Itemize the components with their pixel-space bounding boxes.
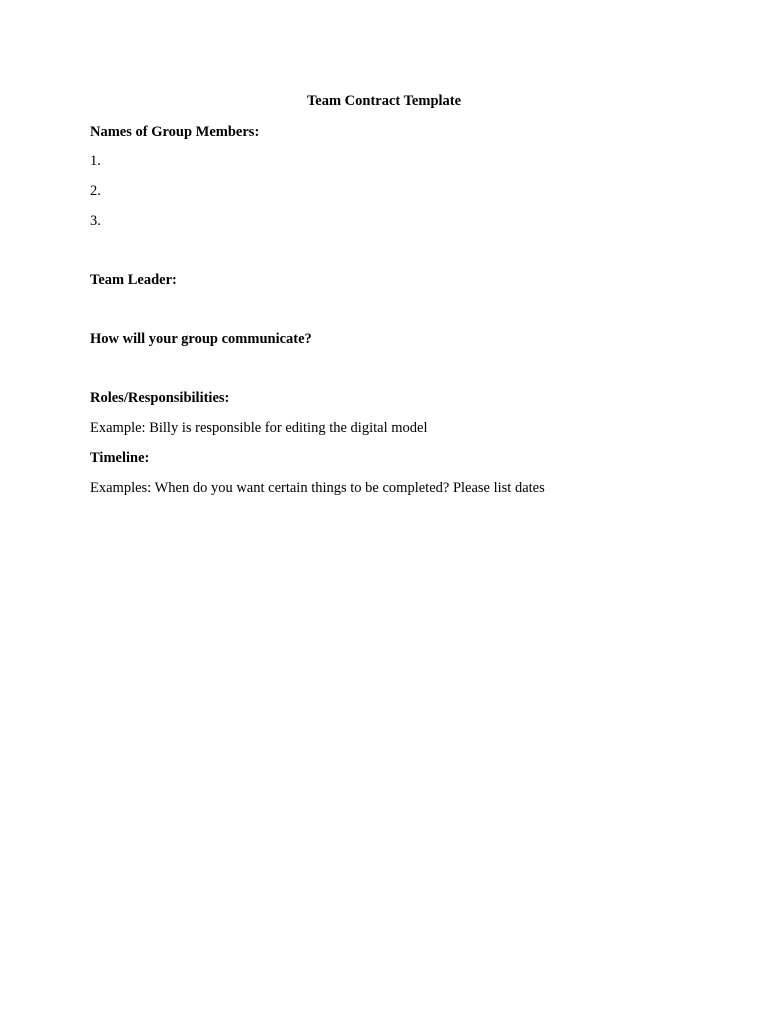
timeline-example: Examples: When do you want certain things to be completed? Please list dates [90,480,545,496]
member-1: 1. [90,153,101,169]
member-2: 2. [90,183,101,199]
document-title: Team Contract Template [306,93,462,109]
member-3: 3. [90,213,101,229]
roles-example: Example: Billy is responsible for editing the digital model [90,420,428,436]
timeline-heading: Timeline: [90,450,150,466]
names-heading: Names of Group Members: [90,124,260,140]
roles-heading: Roles/Responsibilities: [90,390,230,406]
team-leader-heading: Team Leader: [90,272,177,288]
communicate-heading: How will your group communicate? [90,331,312,347]
